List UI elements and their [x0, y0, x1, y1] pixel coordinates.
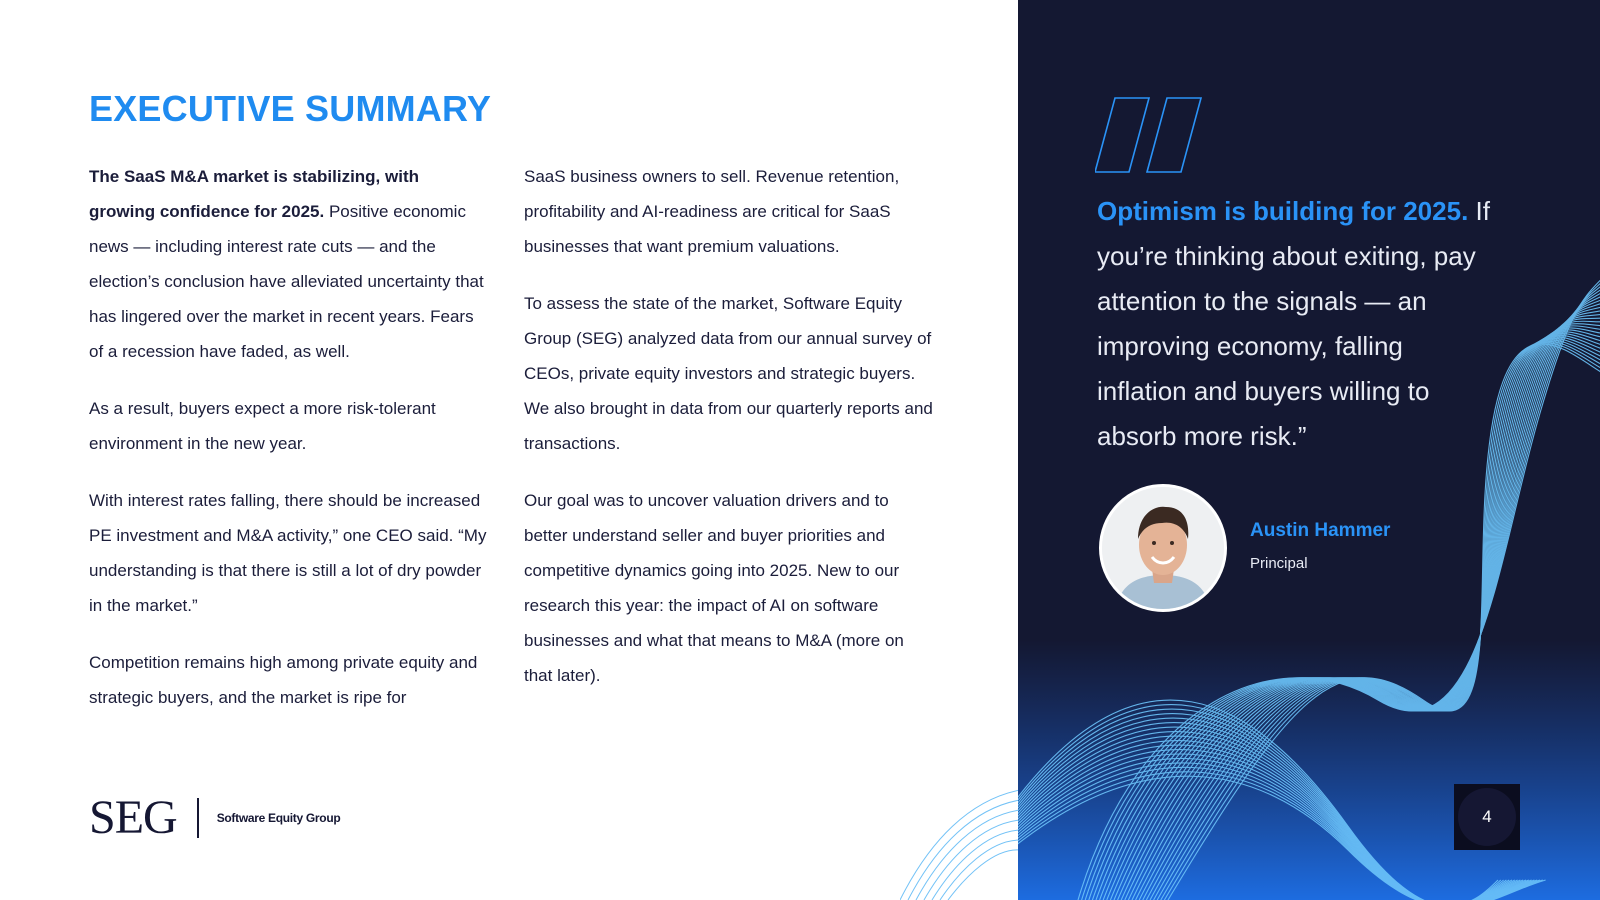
intro-body: Positive economic news — including interest rate cuts — and the election’s conclusion have alleviated uncertainty that has lingered over the market in recent years. Fears of a recession have faded, as well.: [89, 202, 484, 361]
page-number: 4: [1458, 788, 1516, 846]
author-name: Austin Hammer: [1250, 520, 1391, 541]
quote-highlight: Optimism is building for 2025.: [1097, 196, 1469, 226]
seg-logo: [89, 791, 341, 844]
logo-mark: SEG: [89, 791, 177, 844]
quote-text: If you’re thinking about exiting, pay attention to the signals — an improving economy, falling inflation and buyers willing to absorb more risk.”: [1097, 196, 1490, 451]
wave-graphic-left: [900, 760, 1020, 900]
person-photo: [1102, 487, 1224, 609]
paragraph-owners: SaaS business owners to sell. Revenue retention, profitability and AI-readiness are critical for SaaS businesses that want premium valuations.: [524, 167, 900, 256]
pull-quote: [1097, 189, 1497, 459]
logo-company-name: Software Equity Group: [216, 811, 341, 825]
paragraph-assessment: To assess the state of the market, Software Equity Group (SEG) analyzed data from our annual survey of CEOs, private equity investors and strategic buyers. We also brought in data from our quarterly reports and transactions.: [524, 294, 933, 453]
page-title: EXECUTIVE SUMMARY: [89, 88, 492, 129]
text-column-1: [89, 159, 489, 737]
paragraph-ceo-quote: With interest rates falling, there should be increased PE investment and M&A activity,” one CEO said. “My understanding is that there is still a lot of dry powder in the market.”: [89, 491, 487, 615]
paragraph-intro: [89, 159, 489, 369]
paragraph-competition: Competition remains high among private equity and strategic buyers, and the market is ripe for: [89, 653, 478, 707]
paragraph-goal: Our goal was to uncover valuation drivers and to better understand seller and buyer priorities and competitive dynamics going into 2025. New to our research this year: the impact of AI on software businesses and what that means to M&A (more on that later).: [524, 491, 904, 685]
quote-panel: [1018, 0, 1600, 900]
avatar: [1099, 484, 1227, 612]
logo-divider: [197, 798, 199, 838]
quote-mark-icon: [1095, 96, 1205, 174]
text-column-2: [524, 159, 934, 715]
intro-lead: The SaaS M&A market is stabilizing, with growing confidence for 2025.: [89, 167, 419, 221]
author-role: Principal: [1250, 555, 1308, 572]
paragraph-buyers: As a result, buyers expect a more risk-tolerant environment in the new year.: [89, 399, 436, 453]
